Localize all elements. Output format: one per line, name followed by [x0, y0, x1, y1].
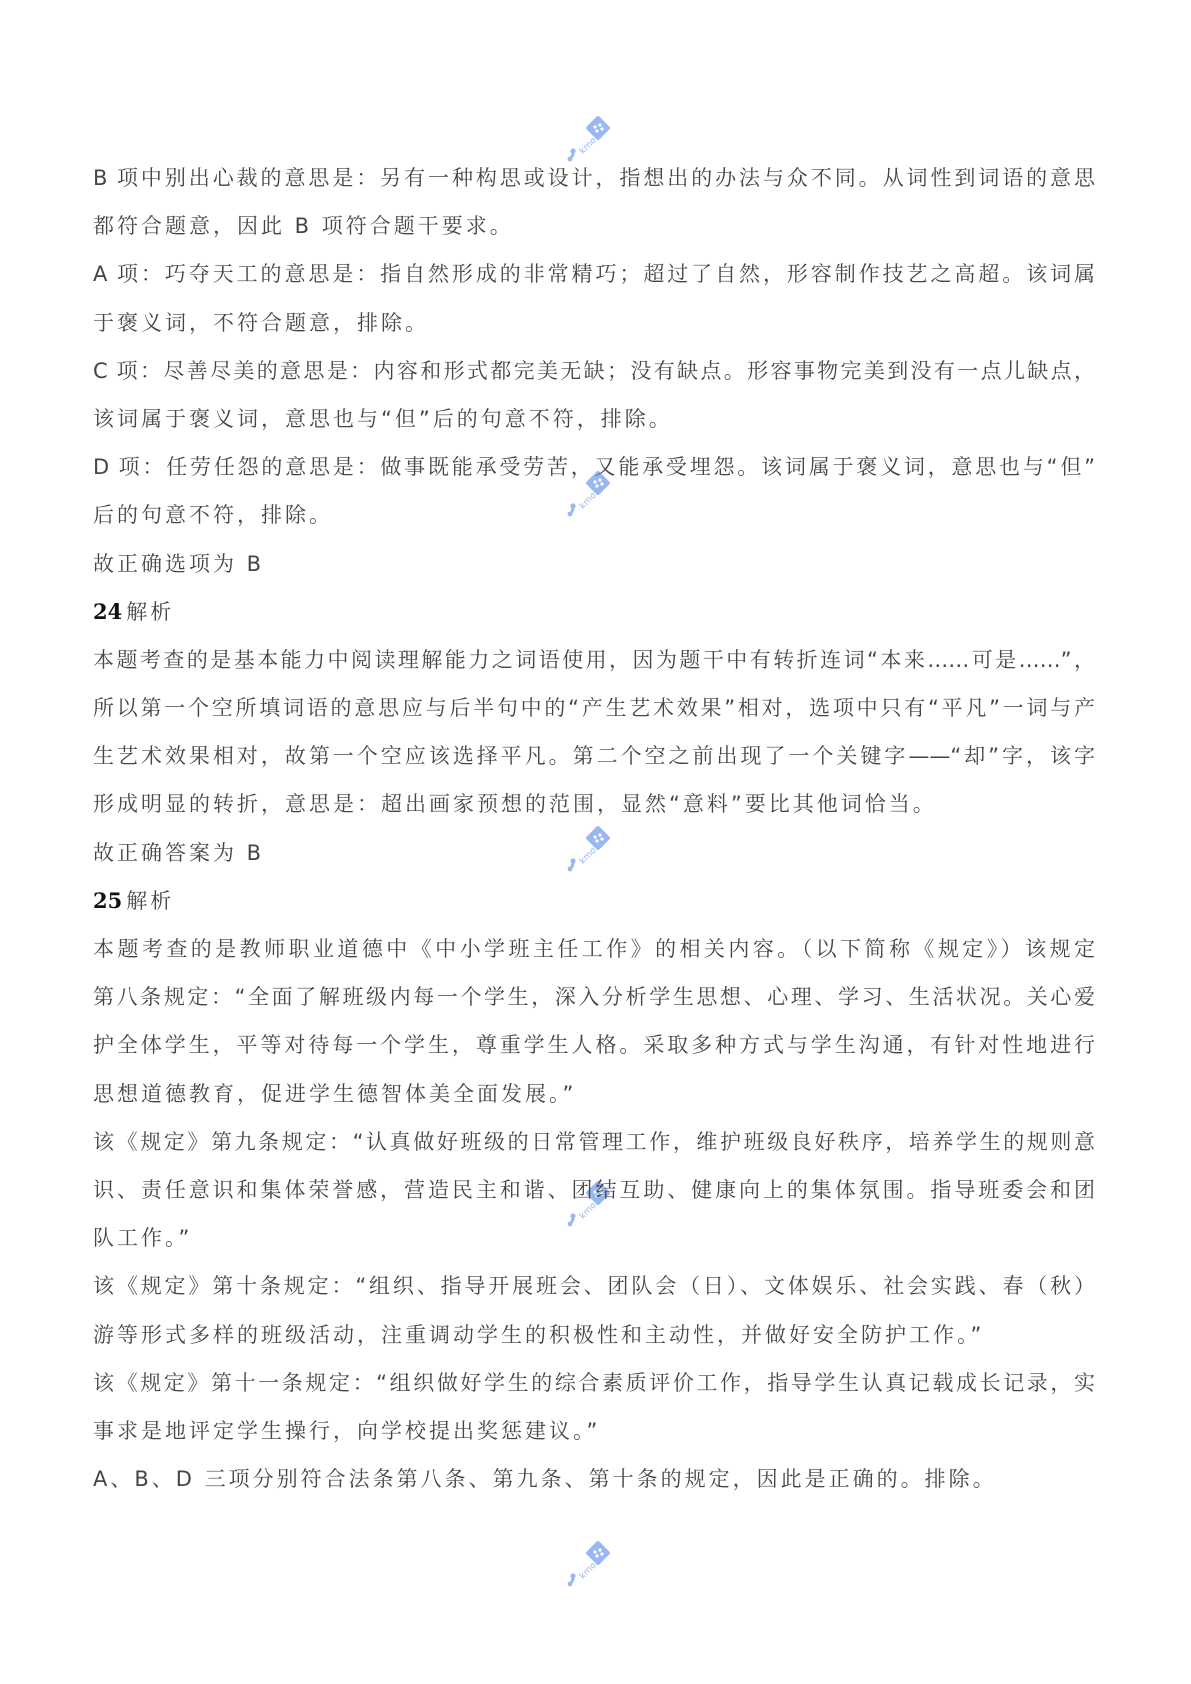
text-line: 后的句意不符，排除。: [93, 503, 333, 528]
text-line: 本题考查的是基本能力中阅读理解能力之词语使用，因为题干中有转折连词“本来……可是……”，: [93, 647, 1095, 672]
section-heading: [93, 588, 1095, 636]
svg-text:kmo: kmo: [577, 1560, 599, 1582]
text-line: 护全体学生，平等对待每一个学生，尊重学生人格。采取多种方式与学生沟通，有针对性地进行: [93, 1033, 1095, 1058]
text-line: 于褒义词，不符合题意，排除。: [93, 310, 429, 335]
text-line: 该《规定》第十条规定：“组织、指导开展班会、团队会（日）、文体娱乐、社会实践、春（秋）: [93, 1274, 1095, 1299]
text-line: 游等形式多样的班级活动，注重调动学生的积极性和主动性，并做好安全防护工作。”: [93, 1322, 985, 1347]
text-line: 事求是地评定学生操行，向学校提出奖惩建议。”: [93, 1418, 601, 1443]
svg-text:kmo: kmo: [577, 135, 599, 157]
text-line: 形成明显的转折，意思是：超出画家预想的范围，显然“意料”要比其他词恰当。: [93, 792, 937, 817]
text-line: 故正确选项为 B: [93, 551, 265, 576]
text-line: 该词属于褒义词，意思也与“但”后的句意不符，排除。: [93, 406, 673, 431]
section-label: 解析: [126, 599, 175, 624]
svg-text:kmo: kmo: [577, 1200, 599, 1222]
text-line: 识、责任意识和集体荣誉感，营造民主和谐、团结互助、健康向上的集体氛围。指导班委会和团: [93, 1177, 1095, 1202]
text-line: B 项中别出心裁的意思是：另有一种构思或设计，指想出的办法与众不同。从词性到词语的意思: [93, 166, 1095, 190]
text-line: 该《规定》第十一条规定：“组织做好学生的综合素质评价工作，指导学生认真记载成长记录，实: [93, 1370, 1095, 1395]
watermark-logo-icon: [565, 1540, 613, 1588]
text-line: 该《规定》第九条规定：“认真做好班级的日常管理工作，维护班级良好秩序，培养学生的规则意: [93, 1129, 1095, 1154]
text-line: A、B、D 三项分别符合法条第八条、第九条、第十条的规定，因此是正确的。排除。: [93, 1467, 997, 1492]
text-line: 思想道德教育，促进学生德智体美全面发展。”: [93, 1081, 577, 1106]
text-line: 本题考查的是教师职业道德中《中小学班主任工作》的相关内容。（以下简称《规定》）该规定: [93, 937, 1095, 961]
text-line: 都符合题意，因此 B 项符合题干要求。: [93, 214, 514, 239]
section-number: 25: [93, 887, 123, 913]
svg-text:kmo: kmo: [577, 490, 599, 512]
svg-text:kmo: kmo: [577, 845, 599, 867]
text-line: 第八条规定：“全面了解班级内每一个学生，深入分析学生思想、心理、学习、生活状况。关心爱: [93, 985, 1095, 1010]
text-line: 生艺术效果相对，故第一个空应该选择平凡。第二个空之前出现了一个关键字——“却”字，该字: [93, 744, 1095, 769]
text-line: 队工作。”: [93, 1226, 193, 1251]
section-heading: [93, 877, 1095, 925]
document-body: [93, 154, 1095, 1503]
text-line: 故正确答案为 B: [93, 840, 265, 865]
section-number: 24: [93, 598, 123, 624]
section-label: 解析: [126, 888, 175, 913]
text-line: C 项：尽善尽美的意思是：内容和形式都完美无缺；没有缺点。形容事物完美到没有一点儿缺点，: [93, 358, 1095, 383]
text-line: A 项：巧夺天工的意思是：指自然形成的非常精巧；超过了自然，形容制作技艺之高超。该词属: [93, 262, 1095, 287]
text-line: D 项：任劳任怨的意思是：做事既能承受劳苦，又能承受埋怨。该词属于褒义词，意思也与“但”: [93, 455, 1095, 480]
text-line: 所以第一个空所填词语的意思应与后半句中的“产生艺术效果”相对，选项中只有“平凡”一词与产: [93, 696, 1095, 721]
